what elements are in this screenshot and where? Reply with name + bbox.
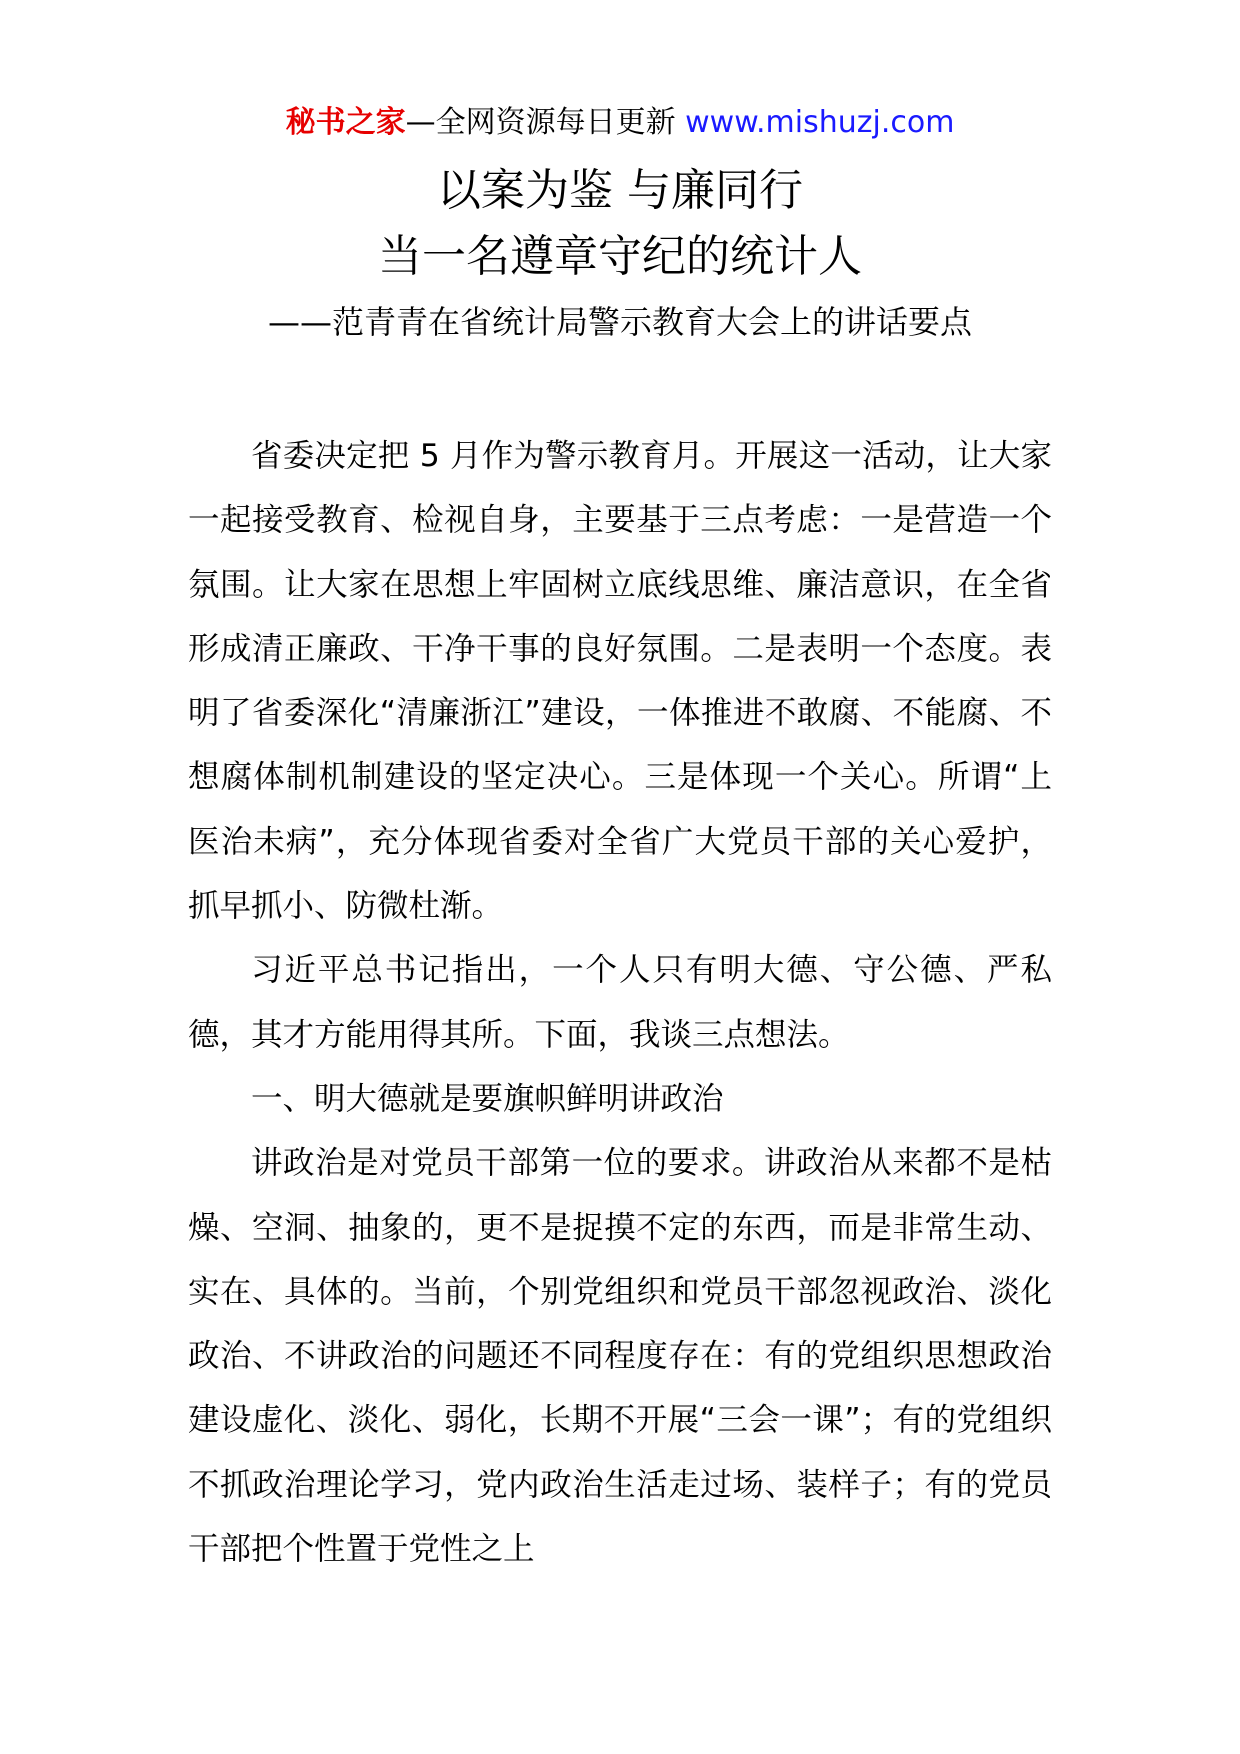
document-title-line-2: 当一名遵章守纪的统计人	[378, 231, 862, 282]
site-url-link[interactable]: www.mishuzj.com	[685, 105, 955, 140]
document-subtitle: ——范青青在省统计局警示教育大会上的讲话要点	[267, 303, 972, 341]
document-title-line-1: 以案为鉴 与廉同行	[437, 165, 803, 216]
body-paragraph-1: 省委决定把 5 月作为警示教育月。开展这一活动，让大家一起接受教育、检视自身，主要基于三点考虑：一是营造一个氛围。让大家在思想上牢固树立底线思维、廉洁意识，在全省形成清正廉政、干净干事的良好氛围。二是表明一个态度。表明了省委深化“清廉浙江”建设，一体推进不敢腐、不能腐、不想腐体制机制建设的坚定决心。三是体现一个关心。所谓“上医治未病”，充分体现省委对全省广大党员干部的关心爱护，抓早抓小、防微杜渐。	[188, 438, 1052, 925]
document-body	[188, 424, 1052, 1581]
site-header	[0, 103, 1240, 143]
site-slogan: —全网资源每日更新	[405, 105, 676, 140]
body-paragraph-2: 习近平总书记指出，一个人只有明大德、守公德、严私德，其才方能用得其所。下面，我谈三点想法。	[188, 952, 1052, 1053]
section-heading-1: 一、明大德就是要旗帜鲜明讲政治	[251, 1080, 724, 1117]
body-paragraph-3: 讲政治是对党员干部第一位的要求。讲政治从来都不是枯燥、空洞、抽象的，更不是捉摸不定的东西，而是非常生动、实在、具体的。当前，个别党组织和党员干部忽视政治、淡化政治、不讲政治的问题还不同程度存在：有的党组织思想政治建设虚化、淡化、弱化，长期不开展“三会一课”；有的党组织不抓政治理论学习，党内政治生活走过场、装样子；有的党员干部把个性置于党性之上	[188, 1145, 1052, 1568]
site-brand: 秘书之家	[285, 105, 406, 140]
